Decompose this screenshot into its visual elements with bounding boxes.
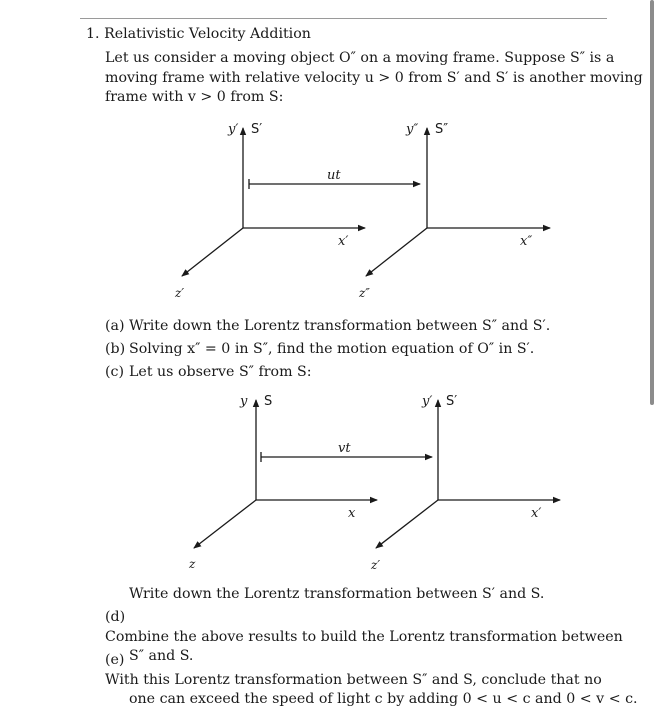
fig2-right-z-label: z′ (371, 558, 381, 572)
fig2-left-z-label: z (189, 557, 196, 571)
problem-title: Relativistic Velocity Addition (104, 26, 311, 42)
fig1-left-frame-label: S′ (251, 122, 263, 137)
fig1-right-y-label: y″ (406, 122, 419, 137)
part-e (105, 651, 638, 710)
intro-line-2: moving frame with relative velocity u > 0 from S′ and S′ is another moving (105, 69, 643, 86)
part-c-text: Let us observe S″ from S: (129, 364, 312, 380)
part-e-line-2: one can exceed the speed of light c by adding 0 < u < c and 0 < v < c. (129, 691, 638, 707)
fig1-left-y-label: y′ (228, 122, 239, 137)
fig2-left-z-axis (194, 500, 256, 548)
fig1-right-z-label: z″ (359, 286, 370, 300)
fig2-arrow-label: vt (338, 441, 351, 456)
problem-number: 1. (86, 26, 100, 42)
fig2-right-z-axis (376, 500, 438, 548)
fig2-left-y-label: y (240, 394, 248, 409)
part-d-label: (d) (105, 609, 126, 625)
fig2-left-frame-label: S (264, 394, 273, 409)
fig1-right-x-label: x″ (520, 234, 533, 249)
part-c-label: (c) (105, 364, 125, 380)
fig1-arrow-label: ut (327, 168, 341, 183)
part-e-label: (e) (105, 652, 125, 668)
intro-line-3: frame with v > 0 from S: (105, 89, 284, 105)
part-a-text: Write down the Lorentz transformation between S″ and S′. (129, 318, 551, 334)
part-e-line-1: With this Lorentz transformation between S″ and S, conclude that no (105, 671, 602, 688)
part-d-line-1: Combine the above results to build the Lorentz transformation between (105, 628, 623, 645)
fig2-right-frame-label: S′ (446, 394, 458, 409)
part-a-label: (a) (105, 318, 125, 334)
part-c-followup: Write down the Lorentz transformation between S′ and S. (129, 586, 545, 602)
part-b-label: (b) (105, 341, 126, 357)
intro-line-1: Let us consider a moving object O″ on a moving frame. Suppose S″ is a (105, 50, 615, 66)
fig2-right-y-label: y′ (422, 394, 433, 409)
fig1-left-x-label: x′ (338, 234, 349, 249)
fig1-right-frame-label: S″ (435, 122, 449, 137)
fig2-right-x-label: x′ (531, 506, 542, 521)
part-b-text: Solving x″ = 0 in S″, find the motion equation of O″ in S′. (129, 341, 535, 357)
fig1-left-z-label: z′ (175, 286, 185, 300)
fig2-left-x-label: x (348, 506, 356, 521)
part-d-line-2: S″ and S. (129, 648, 194, 664)
